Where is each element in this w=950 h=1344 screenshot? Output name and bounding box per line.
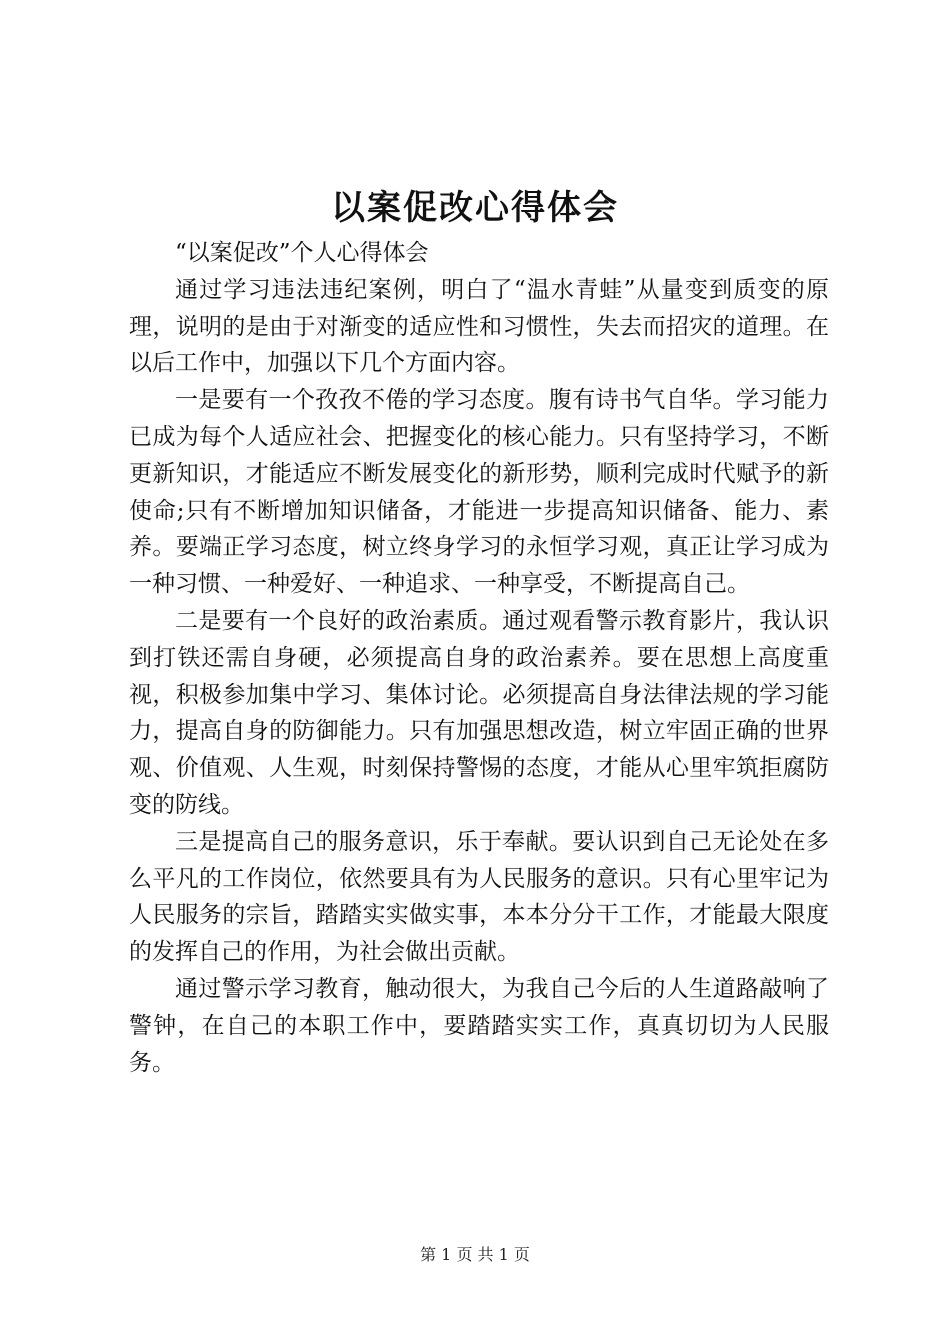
paragraph-point-two: 二是要有一个良好的政治素质。通过观看警示教育影片，我认识到打铁还需自身硬，必须提高自身的政治素养。要在思想上高度重视，积极参加集中学习、集体讨论。必须提高自身法律法规的学习能力，提高自身的防御能力。只有加强思想改造，树立牢固正确的世界观、价值观、人生观，时刻保持警惕的态度，才能从心里牢筑拒腐防变的防线。 [129, 607, 829, 818]
document-title: 以案促改心得体会 [331, 188, 619, 228]
page-number-footer: 第 1 页 共 1 页 [420, 1245, 530, 1264]
paragraph-intro: 通过学习违法违纪案例，明白了“温水青蛙”从量变到质变的原理，说明的是由于对渐变的适应性和习惯性，失去而招灾的道理。在以后工作中，加强以下几个方面内容。 [129, 276, 829, 377]
document-body [129, 235, 829, 1081]
paragraph-subtitle: “以案促改”个人心得体会 [175, 240, 429, 266]
paragraph-conclusion: 通过警示学习教育，触动很大，为我自己今后的人生道路敲响了警钟，在自己的本职工作中，要踏踏实实工作，真真切切为人民服务。 [129, 975, 829, 1076]
paragraph-point-one: 一是要有一个孜孜不倦的学习态度。腹有诗书气自华。学习能力已成为每个人适应社会、把握变化的核心能力。只有坚持学习，不断更新知识，才能适应不断发展变化的新形势，顺利完成时代赋予的新使命;只有不断增加知识储备，才能进一步提高知识储备、能力、素养。要端正学习态度，树立终身学习的永恒学习观，真正让学习成为一种习惯、一种爱好、一种追求、一种享受，不断提高自己。 [129, 387, 829, 598]
paragraph-point-three: 三是提高自己的服务意识，乐于奉献。要认识到自己无论处在多么平凡的工作岗位，依然要具有为人民服务的意识。只有心里牢记为人民服务的宗旨，踏踏实实做实事，本本分分干工作，才能最大限度的发挥自己的作用，为社会做出贡献。 [129, 828, 829, 966]
